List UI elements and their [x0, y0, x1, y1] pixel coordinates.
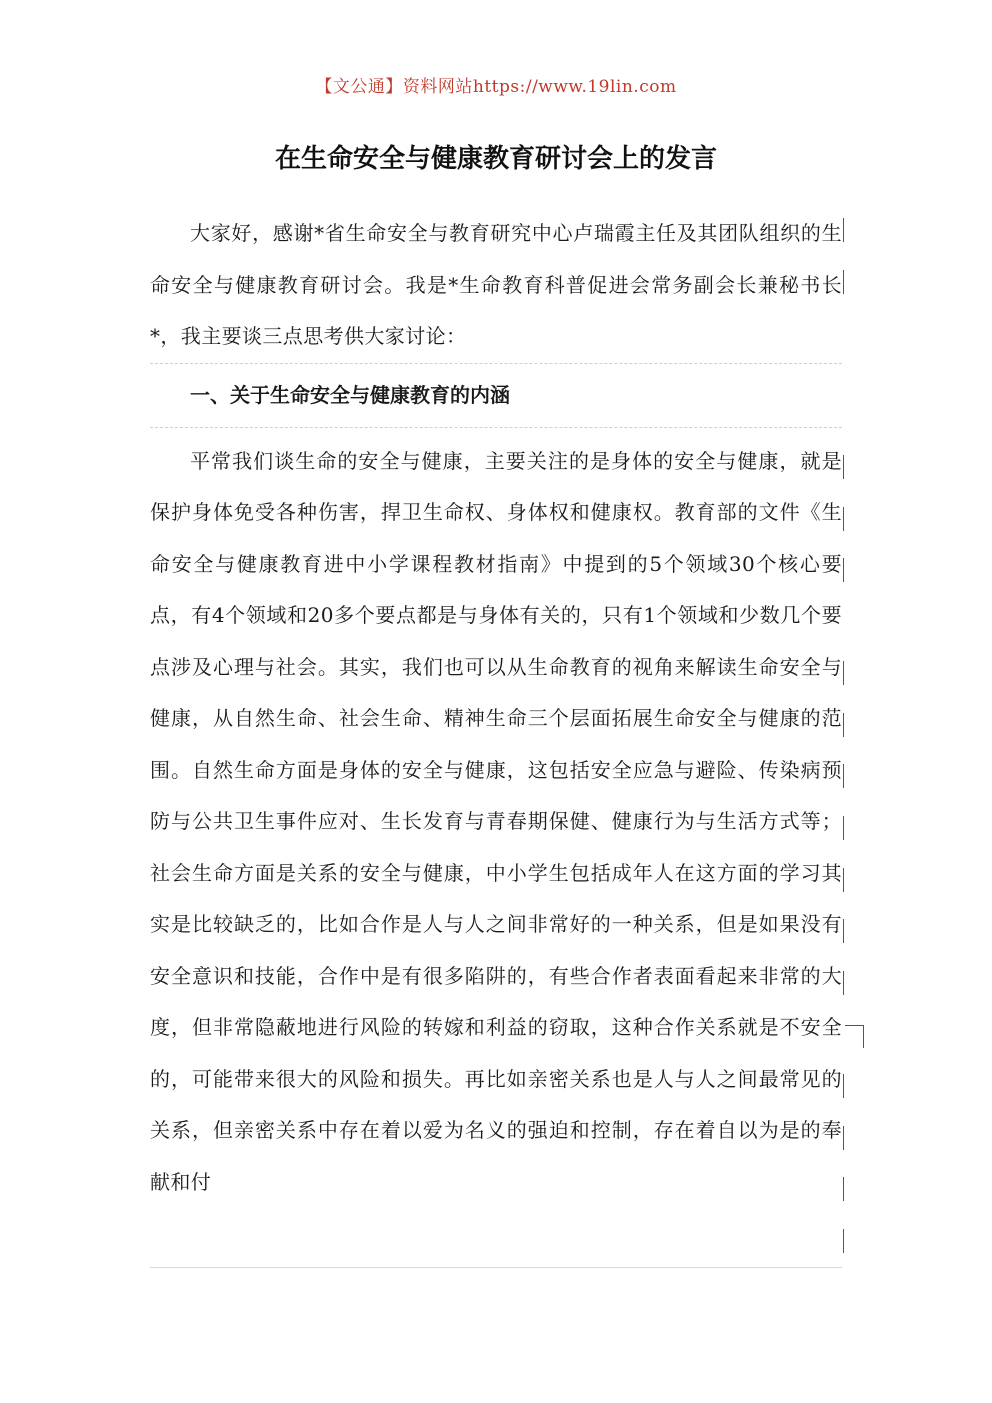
revision-bar: [843, 270, 844, 294]
revision-bar: [843, 1177, 844, 1201]
revision-bar: [843, 1126, 844, 1150]
revision-bar: [843, 971, 844, 995]
revision-bar: [843, 507, 844, 531]
revision-bar: [843, 558, 844, 582]
revision-bar: [843, 868, 844, 892]
margin-corner-mark: [845, 1025, 864, 1048]
document-body: [150, 208, 842, 1208]
revision-bar: [843, 218, 844, 242]
site-header-brand: 【文公通】资料网站https://www.19lin.com: [315, 77, 677, 97]
revision-bar: [843, 1229, 844, 1253]
intro-paragraph: 大家好，感谢*省生命安全与教育研究中心卢瑞霞主任及其团队组织的生命安全与健康教育研讨会。我是*生命教育科普促进会常务副会长兼秘书长*，我主要谈三点思考供大家讨论：: [150, 221, 842, 348]
revision-bar: [843, 764, 844, 788]
revision-bar: [843, 455, 844, 479]
revision-bar: [843, 661, 844, 685]
revision-bar: [843, 816, 844, 840]
revision-bar: [843, 919, 844, 943]
document-title: 在生命安全与健康教育研讨会上的发言: [274, 144, 717, 174]
section-1-paragraph: 平常我们谈生命的安全与健康，主要关注的是身体的安全与健康，就是保护身体免受各种伤害，捍卫生命权、身体权和健康权。教育部的文件《生命安全与健康教育进中小学课程教材指南》中提到的5个领域30个核心要点，有4个领域和20多个要点都是与身体有关的，只有1个领域和少数几个要点涉及心理与社会。其实，我们也可以从生命教育的视角来解读生命安全与健康，从自然生命、社会生命、精神生命三个层面拓展生命安全与健康的范围。自然生命方面是身体的安全与健康，这包括安全应急与避险、传染病预防与公共卫生事件应对、生长发育与青春期保健、健康行为与生活方式等；社会生命方面是关系的安全与健康，中小学生包括成年人在这方面的学习其实是比较缺乏的，比如合作是人与人之间非常好的一种关系，但是如果没有安全意识和技能，合作中是有很多陷阱的，有些合作者表面看起来非常的大度，但非常隐蔽地进行风险的转嫁和利益的窃取，这种合作关系就是不安全的，可能带来很大的风险和损失。再比如亲密关系也是人与人之间最常见的关系，但亲密关系中存在着以爱为名义的强迫和控制，存在着自以为是的奉献和付: [150, 448, 842, 1194]
revision-bar: [843, 1074, 844, 1098]
page-bottom-rule: [150, 1267, 842, 1268]
section-heading-1: 一、关于生命安全与健康教育的内涵: [190, 382, 510, 407]
paragraph-separator: [150, 427, 842, 428]
revision-bar: [843, 713, 844, 737]
